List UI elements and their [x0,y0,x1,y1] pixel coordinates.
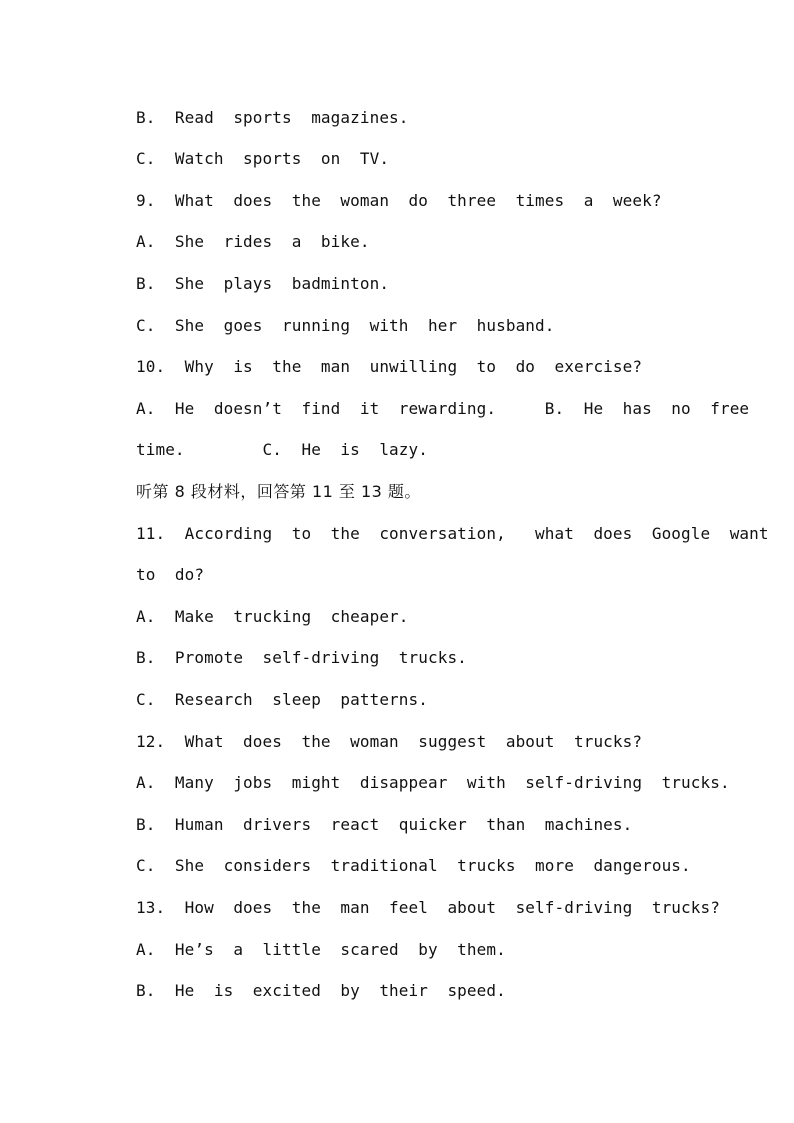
option-8b: B. Read sports magazines. [136,108,409,127]
question-11-line-2: to do? [136,565,205,584]
option-13a: A. He’s a little scared by them. [136,940,506,959]
option-9a: A. She rides a bike. [136,232,370,251]
question-9: 9. What does the woman do three times a week? [136,191,662,210]
option-11b: B. Promote self-driving trucks. [136,648,467,667]
section-instruction: 听第 8 段材料，回答第 11 至 13 题。 [136,482,421,501]
option-12b: B. Human drivers react quicker than machines. [136,815,633,834]
option-13b: B. He is excited by their speed. [136,981,506,1000]
option-11c: C. Research sleep patterns. [136,690,428,709]
question-11-line-1: 11. According to the conversation, what does Google want [136,524,769,543]
options-10-line-1: A. He doesn’t find it rewarding. B. He has no free [136,399,750,418]
question-10: 10. Why is the man unwilling to do exercise? [136,357,643,376]
option-9c: C. She goes running with her husband. [136,316,555,335]
option-12c: C. She considers traditional trucks more dangerous. [136,856,691,875]
question-12: 12. What does the woman suggest about trucks? [136,732,643,751]
option-12a: A. Many jobs might disappear with self-driving trucks. [136,773,730,792]
option-11a: A. Make trucking cheaper. [136,607,409,626]
question-13: 13. How does the man feel about self-driving trucks? [136,898,720,917]
options-10-line-2: time. C. He is lazy. [136,440,428,459]
option-9b: B. She plays badminton. [136,274,390,293]
option-8c: C. Watch sports on TV. [136,149,390,168]
